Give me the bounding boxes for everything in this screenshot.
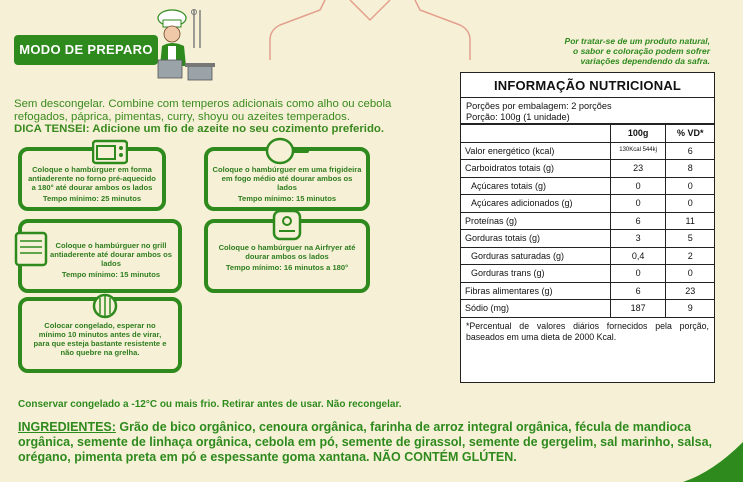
method-card-grill — [18, 219, 182, 293]
nutrition-grid — [461, 124, 714, 318]
storage-instructions: Conservar congelado a -12°C ou mais frio. Retirar antes de usar. Não recongelar. — [18, 399, 402, 410]
preparation-intro: Sem descongelar. Combine com temperos adicionais como alho ou cebola refogados, páprica, pimentas, curry, shoyu ou azeites temperados. DICA TENSEI: Adicione um fio de azeite no seu cozimento preferido. — [14, 98, 454, 136]
table-row: Fibras alimentares (g) 6 23 — [461, 282, 714, 300]
ingredients-label: INGREDIENTES: — [18, 420, 116, 434]
method-card-oven — [18, 147, 166, 211]
col-vd: % VD* — [666, 125, 714, 143]
table-row: Gorduras totais (g) 3 5 — [461, 230, 714, 248]
decorative-corner — [663, 442, 743, 482]
natural-product-notice: Por tratar-se de um produto natural, o sabor e coloração podem sofrer variações dependendo da safra. — [564, 36, 710, 66]
ingredients-text: Grão de bico orgânico, cenoura orgânica, farinha de arroz integral orgânica, fécula de mandioca orgânica, semente de linhaça orgânica, cebola em pó, semente de girassol, semente de gergelim, sal marinho, salsa, orégano, pimenta preta em pó e espessante goma xantana. — [18, 420, 713, 464]
method-card-frying-pan — [204, 147, 370, 211]
method-text: Coloque o hambúrguer em forma antiaderente no forno pré-aquecido a 180° até dourar ambos os lados — [28, 165, 156, 192]
preparation-title: MODO DE PREPARO — [14, 35, 158, 65]
airfryer-icon — [272, 209, 302, 241]
table-row: Gorduras saturadas (g) 0,4 2 — [461, 247, 714, 265]
method-card-airfryer — [204, 219, 370, 293]
method-time: Tempo mínimo: 16 minutos a 180° — [225, 263, 349, 272]
method-text: Colocar congelado, esperar no mínimo 10 minutos antes de virar, para que esteja bastante resistente e não quebre na grelha. — [33, 321, 167, 357]
grill-icon — [14, 229, 48, 269]
table-row: Açúcares totais (g) 0 0 — [461, 177, 714, 195]
col-100g: 100g — [610, 125, 666, 143]
method-text: Coloque o hambúrguer na Airfryer até dourar ambos os lados — [218, 243, 356, 261]
method-text: Coloque o hambúrguer em uma frigideira em fogo médio até dourar ambos os lados — [212, 165, 362, 192]
table-header-row — [461, 125, 714, 143]
table-row: Gorduras trans (g) 0 0 — [461, 265, 714, 283]
table-row: Valor energético (kcal) 130Kcal 544kj 6 — [461, 142, 714, 160]
frying-pan-icon — [264, 137, 310, 165]
table-row: Sódio (mg) 187 9 — [461, 300, 714, 318]
method-text: Coloque o hambúrguer no grill antiaderente até dourar ambos os lados — [50, 241, 172, 268]
table-row: Açúcares adicionados (g) 0 0 — [461, 195, 714, 213]
chef-illustration — [150, 8, 220, 84]
decorative-arch — [250, 0, 490, 60]
method-time: Tempo mínimo: 15 minutos — [237, 194, 337, 203]
table-row: Carboidratos totais (g) 23 8 — [461, 160, 714, 178]
grate-icon — [92, 293, 118, 319]
nutrition-facts-table — [460, 72, 715, 383]
nutrition-title: INFORMAÇÃO NUTRICIONAL — [461, 73, 714, 98]
nutrition-footnote: *Percentual de valores diários fornecidos pela porção, baseados em uma dieta de 2000 Kcal. — [466, 320, 709, 342]
method-time: Tempo mínimo: 25 minutos — [42, 194, 142, 203]
method-time: Tempo mínimo: 15 minutos — [61, 270, 161, 279]
oven-icon — [92, 139, 128, 165]
tensei-tip: DICA TENSEI: Adicione um fio de azeite no seu cozimento preferido. — [14, 123, 385, 136]
table-row: Proteínas (g) 6 11 — [461, 212, 714, 230]
gluten-free-notice: NÃO CONTÉM GLÚTEN. — [369, 450, 517, 464]
ingredients-list — [18, 420, 738, 465]
method-card-grate — [18, 297, 182, 373]
portion-info: Porções por embalagem: 2 porções Porção: 100g (1 unidade) — [461, 98, 714, 124]
